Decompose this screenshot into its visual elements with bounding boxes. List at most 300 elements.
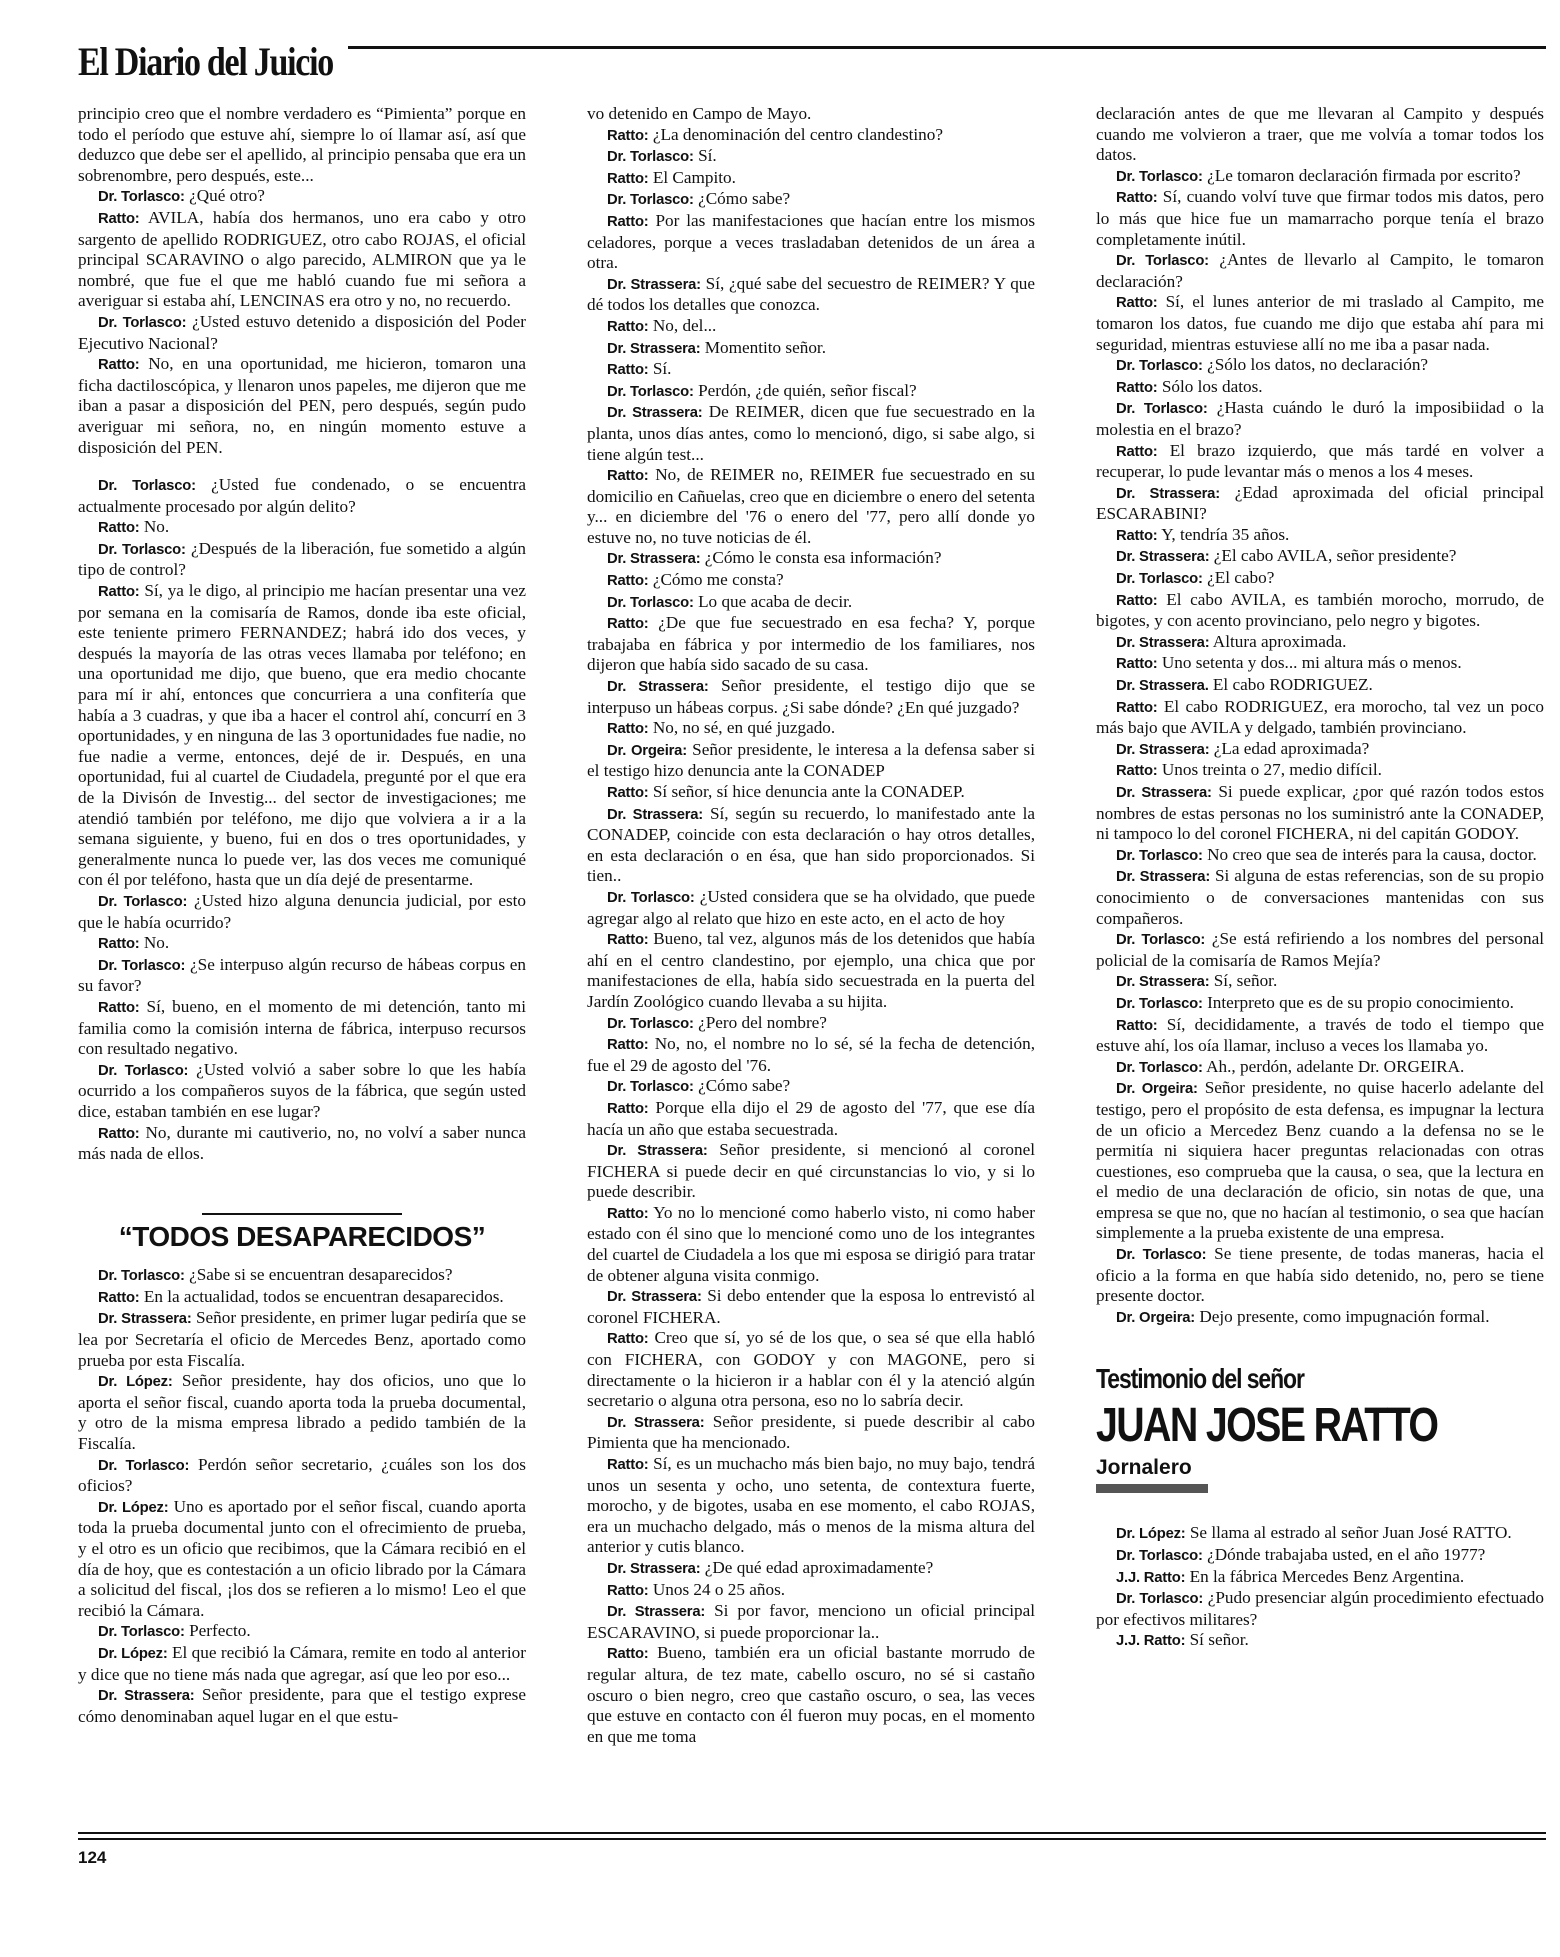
transcript-paragraph bbox=[78, 539, 526, 581]
transcript-paragraph bbox=[587, 1203, 1035, 1286]
transcript-paragraph bbox=[587, 1286, 1035, 1328]
transcript-text: Sí señor. bbox=[1189, 1630, 1249, 1650]
transcript-text: El brazo izquierdo, que más tardé en volver a recuperar, lo pude levantar más o menos a los 4 meses. bbox=[1096, 440, 1544, 482]
transcript-paragraph bbox=[587, 274, 1035, 316]
transcript-paragraph bbox=[587, 1454, 1035, 1558]
transcript-paragraph bbox=[1096, 104, 1544, 166]
transcript-text: ¿La denominación del centro clandestino? bbox=[652, 124, 944, 144]
transcript-text: Dejo presente, como impugnación formal. bbox=[1199, 1306, 1490, 1326]
transcript-paragraph bbox=[587, 1601, 1035, 1643]
transcript-paragraph bbox=[1096, 1630, 1544, 1652]
transcript-text: ¿Antes de llevarlo al Campito, le tomaron declaración? bbox=[1096, 250, 1544, 291]
speaker-label: Dr. Torlasco: bbox=[607, 192, 694, 209]
transcript-paragraph bbox=[587, 1013, 1035, 1035]
transcript-paragraph bbox=[1096, 1588, 1544, 1630]
testimony-kicker: Testimonio del señor bbox=[1096, 1363, 1304, 1395]
transcript-paragraph bbox=[587, 146, 1035, 168]
transcript-paragraph bbox=[587, 1580, 1035, 1602]
transcript-paragraph bbox=[1096, 590, 1544, 632]
speaker-label: Dr. Torlasco: bbox=[1116, 401, 1208, 418]
speaker-label: Ratto: bbox=[1116, 190, 1158, 207]
transcript-paragraph bbox=[1096, 993, 1544, 1015]
speaker-label: Dr. López: bbox=[98, 1645, 168, 1662]
transcript-text: ¿Sabe si se encuentran desaparecidos? bbox=[189, 1265, 453, 1285]
transcript-text: Perfecto. bbox=[189, 1621, 251, 1641]
speaker-label: Dr. Strassera: bbox=[607, 551, 701, 568]
transcript-paragraph bbox=[1096, 568, 1544, 590]
transcript-paragraph bbox=[587, 211, 1035, 274]
transcript-paragraph bbox=[78, 475, 526, 517]
column-3 bbox=[1096, 104, 1544, 1819]
transcript-paragraph bbox=[78, 1371, 526, 1454]
speaker-label: Dr. Torlasco: bbox=[607, 594, 694, 611]
speaker-label: Dr. Strassera: bbox=[607, 1604, 706, 1621]
transcript-text: ¿Después de la liberación, fue sometido a algún tipo de control? bbox=[78, 538, 526, 580]
speaker-label: Dr. Torlasco: bbox=[98, 1457, 190, 1474]
speaker-label: Ratto: bbox=[1116, 295, 1158, 312]
speaker-label: Ratto: bbox=[1116, 592, 1158, 609]
transcript-text: ¿Usted estuvo detenido a disposición del Poder Ejecutivo Nacional? bbox=[78, 311, 526, 353]
transcript-paragraph bbox=[78, 997, 526, 1060]
speaker-label: Dr. Torlasco: bbox=[98, 957, 186, 974]
transcript-paragraph bbox=[78, 1621, 526, 1643]
speaker-label: Ratto: bbox=[607, 127, 649, 144]
transcript-paragraph bbox=[78, 104, 526, 186]
transcript-paragraph bbox=[78, 933, 526, 955]
speaker-label: Ratto: bbox=[1116, 1017, 1158, 1034]
transcript-paragraph bbox=[78, 354, 526, 458]
speaker-label: Ratto: bbox=[607, 1646, 649, 1663]
transcript-text: Señor presidente, le interesa a la defensa saber si el testigo hizo denuncia ante la CONADEP bbox=[587, 739, 1035, 781]
speaker-label: Ratto: bbox=[98, 1289, 140, 1306]
speaker-label: Dr. Strassera: bbox=[1116, 869, 1211, 886]
speaker-label: Ratto: bbox=[607, 468, 649, 485]
transcript-text: ¿Qué otro? bbox=[189, 186, 265, 206]
transcript-text: No, en una oportunidad, me hicieron, tomaron una ficha dactiloscópica, y llenaron unos papeles, me dijeron que me iban a pasar a disposición del PEN, pero después, según pudo averiguar mi señora, no, en ningún momento estuve a disposición del PEN. bbox=[78, 354, 526, 457]
transcript-paragraph bbox=[1096, 1057, 1544, 1079]
transcript-text: Sí, ya le digo, al principio me hacían presentar una vez por semana en la comisaría de Ramos, donde iba este oficial, este teniente primero FERNANDEZ; habrá ido dos veces, y después la mayoría de las otras veces llamaba por teléfono; en una oportunidad me dijo, que bueno, que era medio chocante para mí ir ahí, entonces que concurriera a una confitería que había a 3 cuadras, y que iba a hacer el control ahí, concurrí en 3 oportunidades, y en ninguna de las 3 oportunidades fue nadie, no fue nadie a verme, entonces, dejé de ir. Después, en una oportunidad, fui al cuartel de Ciudadela, pregunté por el que era de la Divisón de Investig... del sector de investigaciones; me atendió también por teléfono, me dijo que volviera a ir a la semana siguiente, y bueno, fui en dos o tres oportunidades, y generalmente nunca lo puede ver, las dos veces me comuniqué con él por teléfono, hasta que un día dejé de presentarme. bbox=[78, 581, 526, 890]
transcript-text: ¿Cómo sabe? bbox=[698, 189, 791, 209]
speaker-label: Dr. Torlasco: bbox=[1116, 1059, 1203, 1076]
transcript-text: ¿Cómo me consta? bbox=[652, 570, 784, 590]
transcript-text: Sí, es un muchacho más bien bajo, no muy bajo, tendrá unos un sesenta y ocho, uno setenta, de contextura fuerte, morocho, y de bigotes, usaba en ese momento, el cabo ROJAS, era un muchacho delgado, más o menos de la misma altura del anterior y cutis blanco. bbox=[587, 1454, 1035, 1557]
transcript-text: El cabo RODRIGUEZ, era morocho, tal vez un poco más bajo que AVILA y delgado, también provinciano. bbox=[1096, 696, 1544, 738]
transcript-text: No. bbox=[143, 933, 170, 953]
speaker-label: Dr. Torlasco: bbox=[1116, 1591, 1204, 1608]
transcript-paragraph bbox=[587, 359, 1035, 381]
speaker-label: Ratto: bbox=[1116, 443, 1158, 460]
transcript-text: Señor presidente, si mencionó al coronel FICHERA si puede decir en qué circunstancias lo vio, y si lo puede describir. bbox=[587, 1140, 1035, 1202]
speaker-label: Ratto: bbox=[607, 362, 649, 379]
transcript-text: Señor presidente, el testigo dijo que se interpuso un hábeas corpus. ¿Si sabe dónde? ¿En qué juzgado? bbox=[587, 676, 1035, 717]
speaker-label: Ratto: bbox=[607, 932, 649, 949]
transcript-paragraph bbox=[1096, 697, 1544, 739]
speaker-label: Dr. Strassera: bbox=[607, 806, 704, 823]
transcript-paragraph bbox=[587, 592, 1035, 614]
transcript-paragraph bbox=[587, 1076, 1035, 1098]
transcript-paragraph bbox=[587, 1098, 1035, 1140]
transcript-paragraph bbox=[1096, 187, 1544, 250]
speaker-label: Dr. Strassera: bbox=[607, 1560, 701, 1577]
transcript-paragraph bbox=[1096, 1078, 1544, 1244]
footer-rule bbox=[78, 1832, 1546, 1834]
transcript-paragraph bbox=[1096, 782, 1544, 845]
speaker-label: Ratto: bbox=[98, 1125, 140, 1142]
speaker-label: Ratto: bbox=[607, 1457, 649, 1473]
speaker-label: Ratto: bbox=[607, 170, 649, 187]
speaker-label: Ratto: bbox=[607, 213, 649, 230]
transcript-text: ¿La edad aproximada? bbox=[1213, 738, 1370, 758]
speaker-label: Dr. Strassera: bbox=[1116, 634, 1210, 651]
transcript-paragraph bbox=[587, 548, 1035, 570]
transcript-text: ¿De qué edad aproximadamente? bbox=[704, 1557, 934, 1577]
speaker-label: J.J. Ratto: bbox=[1116, 1633, 1186, 1650]
transcript-paragraph bbox=[587, 125, 1035, 147]
transcript-text: Altura aproximada. bbox=[1212, 631, 1347, 651]
transcript-paragraph bbox=[1096, 377, 1544, 399]
transcript-paragraph bbox=[78, 1123, 526, 1165]
transcript-text: Sí, el lunes anterior de mi traslado al Campito, me tomaron los datos, fue cuando me dijo que estaba ahí para mi seguridad, mientras estuviese allí no me iba a pasar nada. bbox=[1096, 292, 1544, 354]
transcript-paragraph bbox=[78, 955, 526, 997]
transcript-paragraph bbox=[587, 381, 1035, 403]
transcript-text: Porque ella dijo el 29 de agosto del '77, que ese día hacía un año que estaba secuestrada. bbox=[587, 1097, 1035, 1139]
transcript-text: Unos treinta o 27, medio difícil. bbox=[1161, 760, 1382, 780]
transcript-paragraph bbox=[1096, 760, 1544, 782]
transcript-text: No, del... bbox=[652, 315, 717, 335]
speaker-label: Dr. Strassera: bbox=[98, 1688, 195, 1705]
speaker-label: Dr. Torlasco: bbox=[1116, 995, 1203, 1012]
transcript-text: Sí, bueno, en el momento de mi detención, tanto mi familia como la comisión interna de fábrica, interpuso recursos con resultado negativo. bbox=[78, 996, 526, 1059]
transcript-paragraph bbox=[587, 1034, 1035, 1076]
transcript-paragraph bbox=[587, 1412, 1035, 1454]
transcript-text: ¿Pero del nombre? bbox=[698, 1012, 827, 1032]
transcript-paragraph bbox=[78, 1287, 526, 1309]
transcript-text: ¿Edad aproximada del oficial principal ESCARABINI? bbox=[1096, 482, 1544, 524]
section-rule bbox=[202, 1213, 402, 1215]
speaker-label: Dr. Torlasco: bbox=[1116, 168, 1203, 185]
transcript-text: ¿Usted fue condenado, o se encuentra actualmente procesado por algún delito? bbox=[78, 475, 526, 516]
speaker-label: Ratto: bbox=[1116, 763, 1158, 780]
transcript-text: Uno setenta y dos... mi altura más o menos. bbox=[1161, 653, 1462, 673]
speaker-label: Dr. Strassera: bbox=[1116, 741, 1210, 758]
transcript-paragraph bbox=[1096, 1567, 1544, 1589]
speaker-label: Ratto: bbox=[1116, 379, 1158, 396]
transcript-paragraph bbox=[587, 782, 1035, 804]
transcript-text: Señor presidente, para que el testigo exprese cómo denominaban aquel lugar en el que estu- bbox=[78, 1685, 526, 1726]
speaker-label: Ratto: bbox=[1116, 699, 1158, 716]
transcript-paragraph bbox=[1096, 1545, 1544, 1567]
transcript-text: Señor presidente, hay dos oficios, uno que lo aporta el señor fiscal, cuando aporta toda la prueba documental, y otro de la misma empresa librado a pedido también de la Fiscalía. bbox=[78, 1371, 526, 1454]
transcript-text: ¿Cómo sabe? bbox=[698, 1076, 791, 1096]
transcript-text: Si alguna de estas referencias, son de su propio conocimiento o de conversaciones mantenidas con sus compañeros. bbox=[1096, 866, 1544, 928]
transcript-paragraph bbox=[78, 1497, 526, 1622]
decorative-bar bbox=[1096, 1484, 1208, 1493]
transcript-text: Yo no lo mencioné como haberlo visto, ni como haber estado con él sino que lo mencioné como uno de los integrantes del cuartel de Ciudadela a los que mi esposa se dirigió para tratar de obtener alguna visita conmigo. bbox=[587, 1202, 1035, 1285]
transcript-text: Momentito señor. bbox=[704, 337, 826, 357]
speaker-label: Ratto: bbox=[607, 318, 649, 335]
transcript-text: En la fábrica Mercedes Benz Argentina. bbox=[1189, 1566, 1465, 1586]
transcript-paragraph bbox=[587, 1140, 1035, 1203]
transcript-paragraph bbox=[78, 186, 526, 208]
speaker-label: Ratto: bbox=[98, 520, 140, 537]
transcript-paragraph bbox=[1096, 971, 1544, 993]
speaker-label: Dr. Strassera: bbox=[98, 1311, 192, 1328]
transcript-text: ¿De que fue secuestrado en esa fecha? Y, porque trabajaba en fábrica y por intermedio de los familiares, nos dijeron que había sido sacado de su casa. bbox=[587, 613, 1035, 675]
transcript-text: Y, tendría 35 años. bbox=[1161, 524, 1290, 544]
speaker-label: Dr. Torlasco: bbox=[1116, 1548, 1203, 1565]
transcript-text: Perdón señor secretario, ¿cuáles son los dos oficios? bbox=[78, 1454, 526, 1496]
speaker-label: Dr. Torlasco: bbox=[98, 1062, 189, 1079]
transcript-text: Creo que sí, yo sé de los que, o sea sé que ella habló con FICHERA, con GODOY y con MAGONE, pero si directamente o la hicieron ir a hablar con él y la atenció algún secretario o alguna otra persona, eso no lo sabría decir. bbox=[587, 1328, 1035, 1411]
speaker-label: Ratto: bbox=[98, 210, 140, 227]
transcript-text: Si debo entender que la esposa lo entrevistó al coronel FICHERA. bbox=[587, 1286, 1035, 1327]
transcript-paragraph bbox=[78, 208, 526, 312]
speaker-label: Ratto: bbox=[607, 1582, 649, 1599]
speaker-label: Dr. Strassera: bbox=[607, 340, 701, 357]
transcript-paragraph bbox=[1096, 441, 1544, 483]
speaker-label: Ratto: bbox=[98, 999, 140, 1016]
speaker-label: Dr. Torlasco: bbox=[1116, 1247, 1207, 1264]
transcript-text: Sí, señor. bbox=[1213, 971, 1278, 991]
transcript-text: Ah., perdón, adelante Dr. ORGEIRA. bbox=[1206, 1056, 1465, 1076]
transcript-text: Sí señor, sí hice denuncia ante la CONADEP. bbox=[652, 782, 965, 801]
article-columns bbox=[78, 104, 1544, 1819]
speaker-label: Ratto: bbox=[607, 573, 649, 590]
speaker-label: Dr. Torlasco: bbox=[98, 1268, 185, 1285]
speaker-label: Dr. Orgeira: bbox=[1116, 1309, 1196, 1326]
speaker-label: Ratto: bbox=[1116, 656, 1158, 673]
transcript-paragraph bbox=[1096, 1523, 1544, 1545]
section-heading bbox=[78, 1213, 526, 1252]
speaker-label: Dr. Torlasco: bbox=[1116, 847, 1203, 864]
speaker-label: Ratto: bbox=[607, 1100, 649, 1117]
transcript-text: El Campito. bbox=[652, 167, 736, 187]
transcript-text: Sí. bbox=[698, 146, 717, 166]
transcript-paragraph bbox=[1096, 1015, 1544, 1057]
transcript-text: El cabo AVILA, es también morocho, morrudo, de bigotes, y con acento provinciano, pelo negro y bigotes. bbox=[1096, 589, 1544, 631]
transcript-text: Si por favor, menciono un oficial principal ESCARAVINO, si puede proporcionar la.. bbox=[587, 1601, 1035, 1642]
section-title: “TODOS DESAPARECIDOS” bbox=[118, 1220, 486, 1252]
speaker-label: Dr. López: bbox=[98, 1374, 173, 1391]
transcript-text: No creo que sea de interés para la causa, doctor. bbox=[1207, 844, 1537, 864]
witness-name: JUAN JOSE RATTO bbox=[1096, 1399, 1438, 1453]
transcript-text: Sí, decididamente, a través de todo el tiempo que estuve ahí, los oía llamar, incluso a veces los llamaba yo. bbox=[1096, 1014, 1544, 1056]
speaker-label: Dr. Torlasco: bbox=[1116, 932, 1206, 949]
transcript-text: Se llama al estrado al señor Juan José RATTO. bbox=[1189, 1523, 1512, 1543]
transcript-text: vo detenido en Campo de Mayo. bbox=[587, 104, 812, 123]
transcript-text: Interpreto que es de su propio conocimiento. bbox=[1207, 992, 1514, 1012]
speaker-label: Dr. López: bbox=[98, 1499, 169, 1516]
transcript-text: El cabo RODRIGUEZ. bbox=[1212, 675, 1373, 695]
transcript-text: Por las manifestaciones que hacían entre los mismos celadores, porque a veces trasladaban detenidos de un área a otra. bbox=[587, 210, 1035, 273]
transcript-paragraph bbox=[1096, 292, 1544, 355]
speaker-label: Dr. Strassera: bbox=[607, 679, 709, 696]
transcript-text: Sí, según su recuerdo, lo manifestado ante la CONADEP, coincide con esta declaración o hay otros detalles, en esta declaración o en ésa, que han sido proporcionados. Si tien.. bbox=[587, 803, 1035, 886]
transcript-text: De REIMER, dicen que fue secuestrado en la planta, unos días antes, como lo mencionó, digo, si sabe algo, si tiene algún test... bbox=[587, 402, 1035, 464]
speaker-label: Dr. Strassera. bbox=[1116, 678, 1209, 695]
transcript-text: Señor presidente, en primer lugar pediría que se lea por Secretaría el oficio de Mercedes Benz, aportado como prueba por esta Fiscalía. bbox=[78, 1308, 526, 1370]
transcript-paragraph bbox=[78, 1685, 526, 1727]
transcript-text: ¿Dónde trabajaba usted, en el año 1977? bbox=[1207, 1545, 1486, 1565]
transcript-text: principio creo que el nombre verdadero es “Pimienta” porque en todo el período que estuve ahí, siempre lo oí llamar así, así que deduzco que debe ser el apellido, al principio pensaba que era un sobrenombre, pero después, este... bbox=[78, 104, 526, 185]
transcript-paragraph bbox=[587, 613, 1035, 676]
transcript-text: ¿Sólo los datos, no declaración? bbox=[1207, 355, 1429, 375]
speaker-label: Ratto: bbox=[98, 936, 140, 953]
page-number: 124 bbox=[78, 1848, 107, 1867]
transcript-paragraph bbox=[587, 189, 1035, 211]
speaker-label: Dr. Orgeira: bbox=[607, 742, 687, 759]
column-1 bbox=[78, 104, 526, 1819]
transcript-paragraph bbox=[587, 1643, 1035, 1747]
transcript-text: ¿El cabo? bbox=[1207, 568, 1275, 588]
speaker-label: Dr. Torlasco: bbox=[607, 149, 694, 166]
testimony-header bbox=[1096, 1362, 1544, 1493]
transcript-paragraph bbox=[587, 570, 1035, 592]
transcript-text: ¿Usted volvió a saber sobre lo que les había ocurrido a los compañeros suyos de la fábrica, que según usted dice, estaban también en ese lugar? bbox=[78, 1059, 526, 1121]
transcript-text: Se tiene presente, de todas maneras, hacia el oficio a la forma en que había sido detenido, no, pero se tiene presente doctor. bbox=[1096, 1244, 1544, 1306]
transcript-paragraph bbox=[587, 1558, 1035, 1580]
column-2 bbox=[587, 104, 1035, 1819]
transcript-text: Sólo los datos. bbox=[1161, 376, 1263, 396]
speaker-label: Dr. Torlasco: bbox=[98, 541, 186, 558]
speaker-label: Ratto: bbox=[1116, 527, 1158, 544]
speaker-label: Dr. López: bbox=[1116, 1526, 1186, 1543]
transcript-paragraph bbox=[1096, 483, 1544, 525]
speaker-label: Ratto: bbox=[607, 721, 649, 738]
transcript-paragraph bbox=[587, 402, 1035, 465]
transcript-text: Unos 24 o 25 años. bbox=[652, 1579, 786, 1599]
transcript-text: declaración antes de que me llevaran al Campito y después cuando me volvieron a traer, que me volvía a tomar todos los datos. bbox=[1096, 104, 1544, 165]
speaker-label: Dr. Strassera: bbox=[607, 276, 701, 293]
speaker-label: Dr. Strassera: bbox=[607, 1414, 705, 1431]
transcript-text: No, de REIMER no, REIMER fue secuestrado en su domicilio en Cañuelas, creo que en diciembre o enero del setenta y... en diciembre del '76 o enero del '77, pero allí donde yo estuve no, no tuve noticias de él. bbox=[587, 465, 1035, 547]
transcript-text: No, durante mi cautiverio, no, no volví a saber nunca más nada de ellos. bbox=[78, 1122, 526, 1164]
speaker-label: Dr. Torlasco: bbox=[607, 1079, 694, 1096]
transcript-text: Bueno, también era un oficial bastante morrudo de regular altura, de tez mate, cabello oscuro, no sé si castaño oscuro o bien negro, creo que castaño oscuro, o sea, las veces que estuve en contacto con él fueron muy pocas, en el momento en que me toma bbox=[587, 1643, 1035, 1746]
transcript-paragraph bbox=[78, 1643, 526, 1685]
transcript-text: ¿Usted hizo alguna denuncia judicial, por esto que le había ocurrido? bbox=[78, 890, 526, 932]
transcript-text: ¿Se interpuso algún recurso de hábeas corpus en su favor? bbox=[78, 954, 526, 996]
transcript-paragraph bbox=[1096, 739, 1544, 761]
transcript-text: ¿Pudo presenciar algún procedimiento efectuado por efectivos militares? bbox=[1096, 1588, 1544, 1629]
transcript-text: Señor presidente, si puede describir al cabo Pimienta que ha mencionado. bbox=[587, 1411, 1035, 1453]
transcript-text: Sí, ¿qué sabe del secuestro de REIMER? Y que dé todos los detalles que conozca. bbox=[587, 273, 1035, 315]
speaker-label: Ratto: bbox=[607, 616, 649, 633]
transcript-paragraph bbox=[1096, 632, 1544, 654]
speaker-label: Dr. Torlasco: bbox=[98, 1624, 185, 1641]
transcript-paragraph bbox=[1096, 1307, 1544, 1329]
speaker-label: Dr. Torlasco: bbox=[98, 314, 187, 331]
transcript-paragraph bbox=[587, 338, 1035, 360]
transcript-paragraph bbox=[78, 891, 526, 933]
speaker-label: Ratto: bbox=[607, 785, 649, 801]
transcript-paragraph bbox=[587, 168, 1035, 190]
speaker-label: Dr. Strassera: bbox=[1116, 785, 1212, 801]
speaker-label: Dr. Torlasco: bbox=[1116, 253, 1209, 270]
transcript-paragraph bbox=[1096, 929, 1544, 971]
transcript-text: ¿Le tomaron declaración firmada por escrito? bbox=[1207, 165, 1521, 185]
transcript-text: En la actualidad, todos se encuentran desaparecidos. bbox=[143, 1286, 504, 1306]
transcript-paragraph bbox=[78, 312, 526, 354]
transcript-paragraph bbox=[587, 104, 1035, 125]
speaker-label: Dr. Torlasco: bbox=[1116, 571, 1203, 588]
speaker-label: Dr. Torlasco: bbox=[607, 889, 695, 906]
transcript-paragraph bbox=[587, 718, 1035, 740]
speaker-label: Dr. Torlasco: bbox=[607, 383, 694, 400]
transcript-text: Bueno, tal vez, algunos más de los detenidos que había ahí en el centro clandestino, por ejemplo, una chica que por manifestaciones de ella, había sido secuestrada en la puerta del Jardín Zoológico cuando llevaba a su hijita. bbox=[587, 929, 1035, 1011]
transcript-text: Uno es aportado por el señor fiscal, cuando aporta toda la prueba documental junto con el ofrecimiento de prueba, y el otro es un oficio que recibimos, que la Cámara recibió en el día de hoy, que es contestación a un oficio librado por la Cámara a solicitud del fiscal, ¡los dos se refieren a lo mismo! Leo el que recibió la Cámara. bbox=[78, 1496, 526, 1620]
transcript-paragraph bbox=[78, 517, 526, 539]
speaker-label: Ratto: bbox=[607, 1037, 649, 1054]
transcript-paragraph bbox=[1096, 525, 1544, 547]
transcript-text: Lo que acaba de decir. bbox=[698, 591, 853, 611]
transcript-paragraph bbox=[1096, 653, 1544, 675]
speaker-label: Dr. Orgeira: bbox=[1116, 1081, 1198, 1098]
transcript-text: AVILA, había dos hermanos, uno era cabo y otro sargento de apellido RODRIGUEZ, otro cabo ROJAS, el oficial principal SCARAVINO o algo parecido, ALMIRON que ya le nombré, que fue el que me habló cuando fue mi señora a averiguar si estaba ahí, LENCINAS era otro y no, no recuerdo. bbox=[78, 207, 526, 311]
transcript-text: No. bbox=[143, 517, 170, 537]
speaker-label: Dr. Strassera: bbox=[1116, 974, 1210, 991]
transcript-paragraph bbox=[587, 676, 1035, 718]
speaker-label: Ratto: bbox=[607, 1205, 649, 1222]
transcript-text: ¿Se está refiriendo a los nombres del personal policial de la comisaría de Ramos Mejía? bbox=[1096, 929, 1544, 970]
transcript-paragraph bbox=[78, 1455, 526, 1497]
footer-rule bbox=[78, 1838, 1546, 1840]
speaker-label: Dr. Strassera: bbox=[1116, 485, 1220, 502]
transcript-paragraph bbox=[1096, 398, 1544, 440]
speaker-label: Dr. Torlasco: bbox=[98, 478, 196, 495]
speaker-label: Dr. Strassera: bbox=[1116, 549, 1210, 566]
transcript-paragraph bbox=[587, 465, 1035, 548]
transcript-paragraph bbox=[587, 887, 1035, 929]
transcript-text: ¿El cabo AVILA, señor presidente? bbox=[1213, 546, 1457, 566]
transcript-paragraph bbox=[587, 740, 1035, 782]
transcript-paragraph bbox=[587, 316, 1035, 338]
transcript-paragraph bbox=[1096, 675, 1544, 697]
transcript-text: Perdón, ¿de quién, señor fiscal? bbox=[698, 380, 917, 400]
witness-occupation: Jornalero bbox=[1096, 1456, 1192, 1480]
transcript-text: ¿Cómo le consta esa información? bbox=[704, 548, 942, 568]
transcript-text: Señor presidente, no quise hacerlo adelante del testigo, pero el propósito de esta defensa, es impugnar la lectura de un oficio a Mercedez Benz cuando a la defensa no se le permitía ni siquiera hacer preguntas relacionadas con otras cuestiones, eso comprueba que la causa, o sea, que la lectura en el medio de una declaración de oficio, sin notas de que, una empresa se que no, que no hacían al testimonio, o sea que hacían simplemente a la prueba existente de una empresa. bbox=[1096, 1078, 1544, 1243]
masthead-rule bbox=[348, 46, 1546, 49]
transcript-paragraph bbox=[1096, 1244, 1544, 1307]
masthead-title: El Diario del Juicio bbox=[78, 39, 333, 84]
transcript-paragraph bbox=[1096, 166, 1544, 188]
transcript-paragraph bbox=[78, 581, 526, 891]
speaker-label: Dr. Strassera: bbox=[607, 405, 703, 422]
speaker-label: Dr. Torlasco: bbox=[607, 1015, 694, 1032]
transcript-paragraph bbox=[1096, 355, 1544, 377]
transcript-text: Si puede explicar, ¿por qué razón todos estos nombres de estas personas no los suministró ante la CONADEP, ni tampoco lo del coronel FICHERA, ni del capitán GODOY. bbox=[1096, 782, 1544, 844]
transcript-text: El que recibió la Cámara, remite en todo al anterior y dice que no tiene más nada que agregar, así que leo por eso... bbox=[78, 1642, 526, 1684]
transcript-paragraph bbox=[1096, 845, 1544, 867]
speaker-label: Dr. Strassera: bbox=[607, 1289, 702, 1306]
transcript-paragraph bbox=[1096, 250, 1544, 292]
speaker-label: Ratto: bbox=[607, 1331, 649, 1348]
transcript-text: Sí. bbox=[652, 359, 672, 379]
speaker-label: Ratto: bbox=[98, 357, 140, 374]
speaker-label: Ratto: bbox=[98, 584, 140, 601]
transcript-paragraph bbox=[78, 1060, 526, 1123]
speaker-label: Dr. Torlasco: bbox=[98, 189, 185, 206]
transcript-paragraph bbox=[587, 929, 1035, 1012]
transcript-text: ¿Hasta cuándo le duró la imposibiidad o la molestia en el brazo? bbox=[1096, 398, 1544, 439]
transcript-text: No, no, el nombre no lo sé, sé la fecha de detención, fue el 29 de agosto del '76. bbox=[587, 1034, 1035, 1075]
speaker-label: Dr. Strassera: bbox=[607, 1143, 708, 1160]
speaker-label: Dr. Torlasco: bbox=[1116, 358, 1203, 375]
speaker-label: Dr. Torlasco: bbox=[98, 893, 188, 910]
transcript-paragraph bbox=[1096, 546, 1544, 568]
transcript-paragraph bbox=[587, 1328, 1035, 1411]
